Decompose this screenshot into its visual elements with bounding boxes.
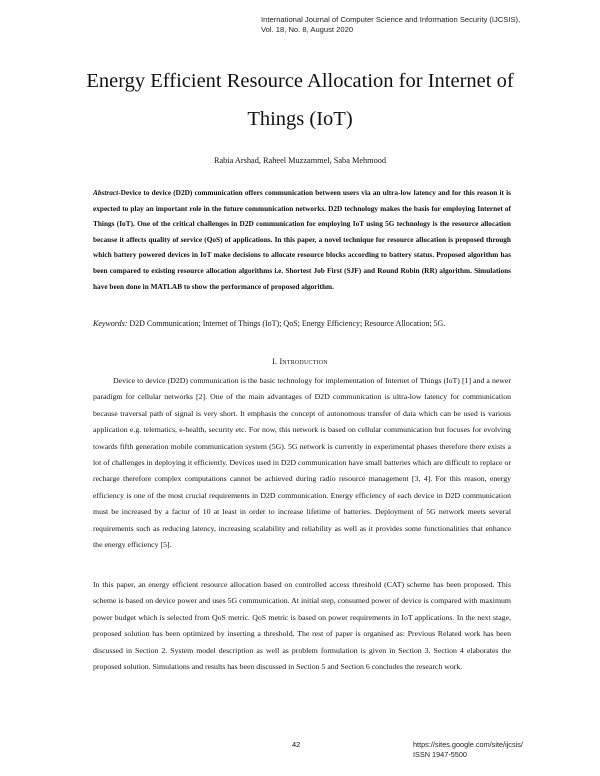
section-number: I. xyxy=(272,357,278,366)
paper-title: Energy Efficient Resource Allocation for Internet of Things (IoT) xyxy=(86,70,514,130)
keywords-label: Keywords: xyxy=(93,319,128,328)
journal-volume: Vol. 18, No. 8, August 2020 xyxy=(261,25,354,34)
page-number: 42 xyxy=(292,740,301,749)
keywords-text: D2D Communication; Internet of Things (IoT); QoS; Energy Efficiency; Resource Allocation; 5G. xyxy=(129,319,446,328)
section-title: Introduction xyxy=(279,357,328,366)
issn: ISSN 1947-5500 xyxy=(413,750,467,759)
abstract-label: Abstract- xyxy=(93,188,121,197)
footer-links xyxy=(413,740,563,760)
body-paragraph-2: In this paper, an energy efficient resource allocation based on controlled access threshold (CAT) scheme has been proposed. This scheme is based on device power and uses 5G communication. At initial step, consumed power of device is compared with maximum power budget which is selected from QoS metric. QoS metric is based on power requirements in IoT applications. In the next stage, proposed solution has been optimized by inserting a threshold. The rest of paper is organised as: Previous Related work has been discussed in Section 2. System model description as well as problem formulation is given in Section 3. Section 4 elaborates the proposed solution. Simulations and results has been discussed in Section 5 and Section 6 concludes the research work. xyxy=(93,580,511,672)
journal-header xyxy=(261,15,561,35)
journal-name: International Journal of Computer Science and Information Security (IJCSIS), xyxy=(261,15,521,24)
body-paragraph-1: Device to device (D2D) communication is the basic technology for implementation of Internet of Things (IoT) [1] and a newer paradigm for cellular networks [2]. One of the main advantages of D2D communication is ultra-low latency for communication because traversal path of signal is very short. It emphasis the concept of autonomous transfer of data which can be used is various application e.g. telematics, e-health, security etc. For now, this network is based on cellular communication but focuses for evolving towards fifth generation mobile communication system (5G). 5G network is currently in experimental phases therefore there exists a lot of challenges in deploying it efficiently. Devices used in D2D communication have small batteries which are difficult to replace or recharge therefore complex computations cannot be achieved during radio resource management [3, 4]. For this reason, energy efficiency is one of the most crucial requirements in D2D communication. Energy efficiency of each device in D2D communication must be increased by a factor of 10 at least in order to increase lifetime of batteries. Deployment of 5G network meets several requirements such as reducing latency, increasing scalability and reliability as well as it provides some functionalities that enhance the energy efficiency [5]. xyxy=(93,376,511,550)
journal-url-link[interactable]: https://sites.google.com/site/ijcsis/ xyxy=(413,740,523,749)
author-list: Rabia Arshad, Raheel Muzzammel, Saba Mehmood xyxy=(213,156,387,165)
section-heading-introduction xyxy=(60,357,540,366)
abstract-text: Device to device (D2D) communication offers communication between users via an ultra-low latency and for this reason it is expected to play an important role in the future communication networks. D2D technology makes the basis for employing Internet of Things (IoT). One of the critical challenges in D2D communication for employing IoT using 5G technology is the resource allocation because it affects quality of service (QoS) of applications. In this paper, a novel technique for resource allocation is proposed through which battery powered devices in IoT make decisions to allocate resource blocks according to battery status. Proposed algorithm has been compared to existing resource allocation algorithms i.e. Shortest Job First (SJF) and Round Robin (RR) algorithm. Simulations have been done in MATLAB to show the performance of proposed algorithm. xyxy=(93,188,511,291)
keywords xyxy=(93,319,533,328)
abstract xyxy=(93,185,511,294)
